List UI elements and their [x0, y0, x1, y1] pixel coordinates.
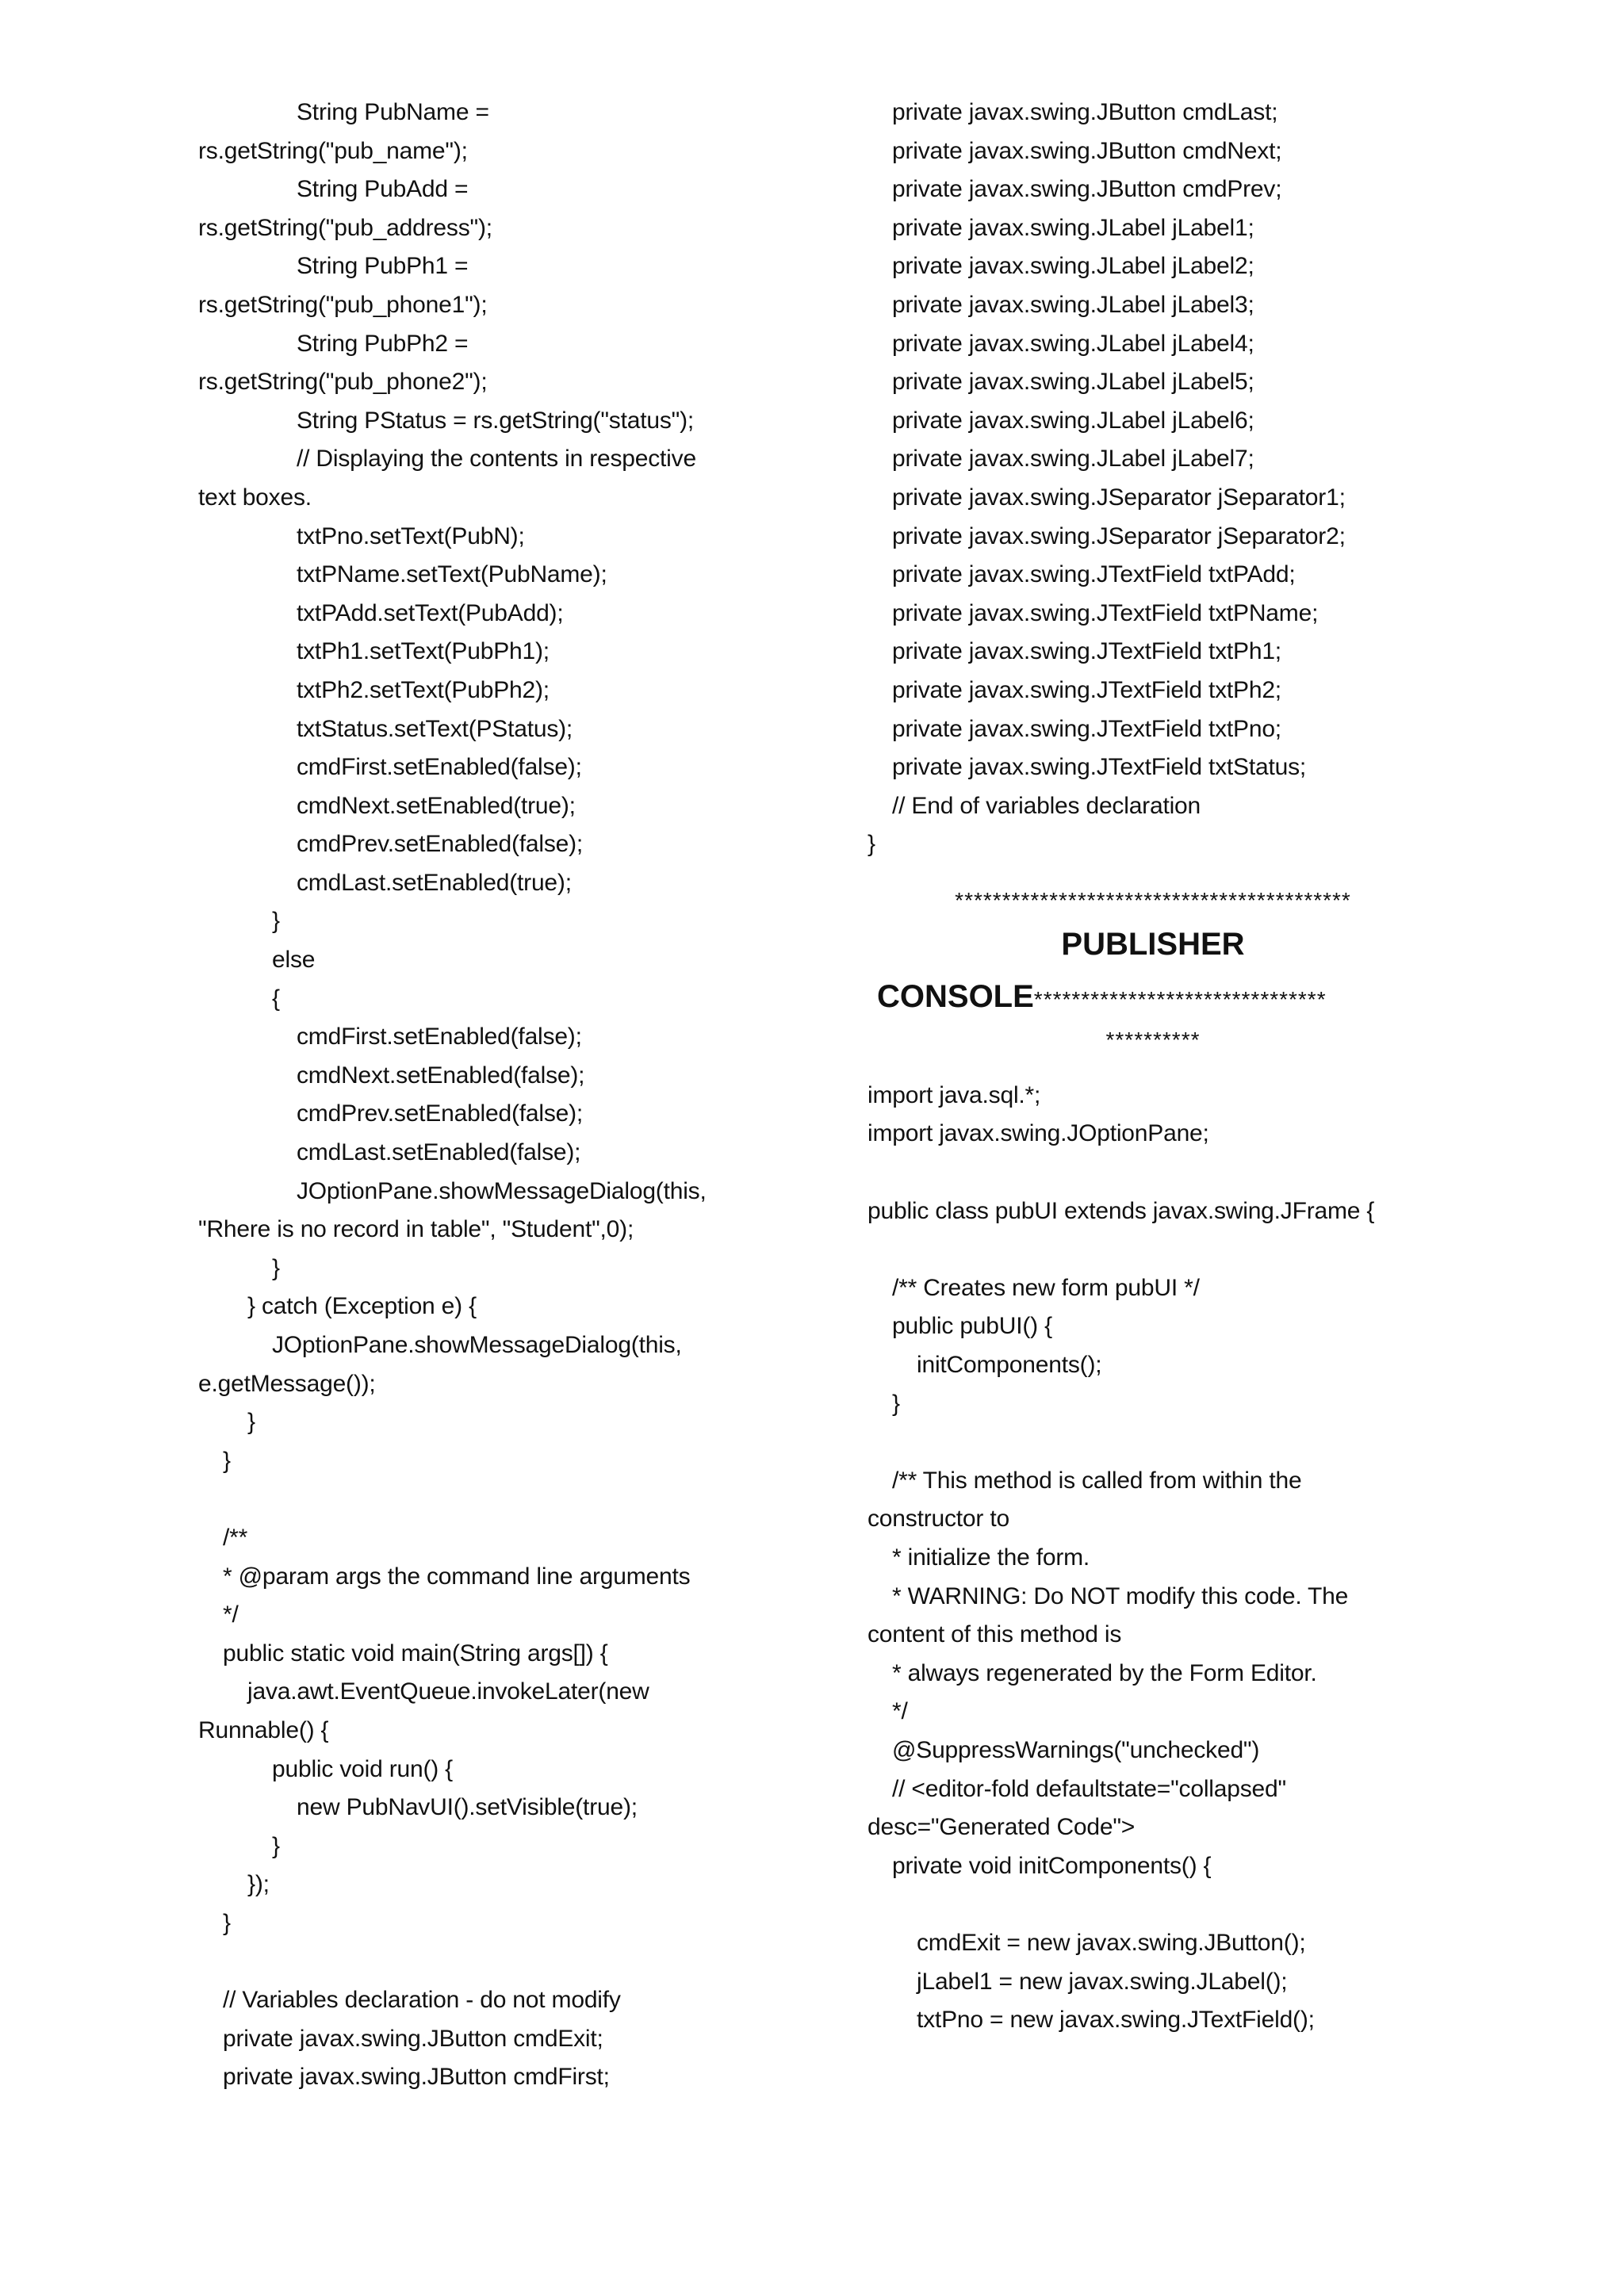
- code-line: private javax.swing.JTextField txtStatus;: [892, 754, 1307, 781]
- code-line: private javax.swing.JLabel jLabel4;: [892, 330, 1254, 357]
- code-line: rs.getString("pub_phone1");: [198, 291, 488, 318]
- code-line: import javax.swing.JOptionPane;: [868, 1120, 1209, 1147]
- code-line: private javax.swing.JButton cmdPrev;: [892, 176, 1282, 203]
- heading-stars-top: ******************************************: [955, 887, 1351, 913]
- code-line: }: [223, 1909, 231, 1936]
- code-line: rs.getString("pub_name");: [198, 137, 468, 164]
- spacer: [868, 864, 1438, 883]
- code-line: String PubPh1 =: [297, 253, 469, 280]
- code-line: import java.sql.*;: [868, 1081, 1041, 1108]
- code-line: {: [272, 985, 280, 1012]
- code-line: text boxes.: [198, 484, 312, 511]
- code-line: String PubPh2 =: [297, 330, 469, 357]
- heading-console: CONSOLE: [877, 978, 1034, 1014]
- code-line: txtStatus.setText(PStatus);: [297, 715, 573, 742]
- code-line: private javax.swing.JButton cmdExit;: [223, 2025, 603, 2052]
- right-code-column: [868, 94, 1438, 2040]
- code-line: }: [223, 1447, 231, 1474]
- code-line: [868, 1230, 1438, 1269]
- code-line: });: [247, 1871, 270, 1898]
- code-line: * WARNING: Do NOT modify this code. The: [892, 1582, 1349, 1609]
- code-line: @SuppressWarnings("unchecked"): [892, 1736, 1260, 1763]
- code-line: public class pubUI extends javax.swing.JFrame {: [868, 1197, 1375, 1224]
- code-line: java.awt.EventQueue.invokeLater(new: [247, 1678, 649, 1705]
- code-line: private javax.swing.JLabel jLabel5;: [892, 369, 1254, 396]
- code-line: txtPName.setText(PubName);: [297, 561, 607, 588]
- code-line: desc="Generated Code">: [868, 1814, 1136, 1841]
- code-line: new PubNavUI().setVisible(true);: [297, 1794, 638, 1821]
- code-line: private javax.swing.JLabel jLabel2;: [892, 253, 1254, 280]
- code-line: cmdFirst.setEnabled(false);: [297, 1024, 582, 1050]
- code-line: /**: [223, 1524, 248, 1551]
- publisher-console-code-block: [868, 1077, 1438, 2040]
- code-line: */: [223, 1601, 239, 1628]
- code-line: cmdPrev.setEnabled(false);: [297, 1100, 584, 1127]
- code-line: private javax.swing.JSeparator jSeparator1;: [892, 484, 1346, 511]
- variables-declaration-block: [868, 94, 1438, 864]
- code-line: Runnable() {: [198, 1716, 329, 1743]
- code-line: content of this method is: [868, 1621, 1122, 1648]
- code-line: private javax.swing.JTextField txtPno;: [892, 715, 1281, 742]
- code-line: private javax.swing.JButton cmdNext;: [892, 137, 1282, 164]
- code-line: /** This method is called from within the: [892, 1467, 1302, 1494]
- code-line: private javax.swing.JLabel jLabel3;: [892, 291, 1254, 318]
- code-line: /** Creates new form pubUI */: [892, 1274, 1200, 1301]
- code-line: }: [272, 908, 280, 935]
- code-line: * @param args the command line arguments: [223, 1563, 691, 1590]
- code-line: txtPno = new javax.swing.JTextField();: [917, 2007, 1315, 2034]
- code-line: String PubAdd =: [297, 176, 469, 203]
- code-line: String PubName =: [297, 99, 489, 125]
- code-line: private javax.swing.JButton cmdLast;: [892, 99, 1278, 125]
- code-line: [198, 1480, 753, 1519]
- code-line: // Variables declaration - do not modify: [223, 1987, 621, 2014]
- code-line: cmdExit = new javax.swing.JButton();: [917, 1929, 1306, 1956]
- code-line: e.getMessage());: [198, 1370, 376, 1397]
- code-line: private javax.swing.JLabel jLabel1;: [892, 214, 1254, 241]
- code-line: }: [247, 1409, 255, 1436]
- left-code-column: [198, 94, 753, 2097]
- code-line: txtPh2.setText(PubPh2);: [297, 676, 550, 703]
- code-line: }: [272, 1254, 280, 1281]
- code-line: private javax.swing.JTextField txtPh1;: [892, 638, 1281, 665]
- code-line: private javax.swing.JTextField txtPAdd;: [892, 561, 1296, 588]
- code-line: }: [892, 1390, 900, 1417]
- heading-publisher: PUBLISHER: [1061, 926, 1245, 962]
- heading-title-line2: [868, 970, 1438, 1023]
- code-line: private javax.swing.JLabel jLabel6;: [892, 407, 1254, 434]
- code-line: txtPAdd.setText(PubAdd);: [297, 599, 564, 626]
- code-line: private javax.swing.JTextField txtPName;: [892, 599, 1319, 626]
- heading-title-line1: [868, 918, 1438, 970]
- code-line: cmdFirst.setEnabled(false);: [297, 754, 582, 781]
- code-line: } catch (Exception e) {: [247, 1293, 477, 1320]
- code-line: }: [272, 1832, 280, 1859]
- code-line: rs.getString("pub_phone2");: [198, 369, 488, 396]
- code-line: initComponents();: [917, 1352, 1102, 1379]
- code-line: else: [272, 947, 316, 974]
- code-line: rs.getString("pub_address");: [198, 214, 492, 241]
- code-line: cmdLast.setEnabled(true);: [297, 869, 572, 896]
- heading-stars-bottom: **********: [1105, 1027, 1201, 1052]
- code-line: public static void main(String args[]) {: [223, 1640, 608, 1667]
- code-line: // Displaying the contents in respective: [297, 446, 696, 473]
- code-line: cmdNext.setEnabled(false);: [297, 1062, 585, 1089]
- heading-stars-inline: *******************************: [1033, 986, 1327, 1012]
- code-line: // <editor-fold defaultstate="collapsed": [892, 1775, 1286, 1802]
- code-line: String PStatus = rs.getString("status");: [297, 407, 695, 434]
- code-line: constructor to: [868, 1506, 1009, 1533]
- code-line: txtPno.setText(PubN);: [297, 522, 525, 549]
- code-line: cmdNext.setEnabled(true);: [297, 792, 576, 819]
- code-line: private javax.swing.JSeparator jSeparator2;: [892, 522, 1346, 549]
- code-line: // End of variables declaration: [892, 792, 1201, 819]
- code-line: [868, 1154, 1438, 1192]
- code-line: private javax.swing.JTextField txtPh2;: [892, 676, 1281, 703]
- code-line: JOptionPane.showMessageDialog(this,: [272, 1332, 682, 1358]
- code-line: cmdLast.setEnabled(false);: [297, 1139, 581, 1166]
- code-line: "Rhere is no record in table", "Student",0);: [198, 1216, 634, 1243]
- code-line: [868, 1885, 1438, 1924]
- code-line: public pubUI() {: [892, 1313, 1052, 1340]
- code-line: private javax.swing.JButton cmdFirst;: [223, 2064, 610, 2091]
- code-line: */: [892, 1698, 908, 1725]
- code-line: txtPh1.setText(PubPh1);: [297, 638, 550, 665]
- code-line: * always regenerated by the Form Editor.: [892, 1659, 1317, 1686]
- code-line: JOptionPane.showMessageDialog(this,: [297, 1177, 707, 1204]
- code-line: [198, 1943, 753, 1982]
- spacer: [868, 1058, 1438, 1077]
- code-line: private void initComponents() {: [892, 1852, 1212, 1879]
- section-heading: [868, 883, 1438, 1058]
- code-line: * initialize the form.: [892, 1544, 1090, 1571]
- code-line: private javax.swing.JLabel jLabel7;: [892, 446, 1254, 473]
- code-line: jLabel1 = new javax.swing.JLabel();: [917, 1968, 1288, 1995]
- code-line: public void run() {: [272, 1755, 453, 1782]
- code-line: }: [868, 831, 875, 858]
- code-line: [868, 1423, 1438, 1462]
- code-line: cmdPrev.setEnabled(false);: [297, 831, 584, 858]
